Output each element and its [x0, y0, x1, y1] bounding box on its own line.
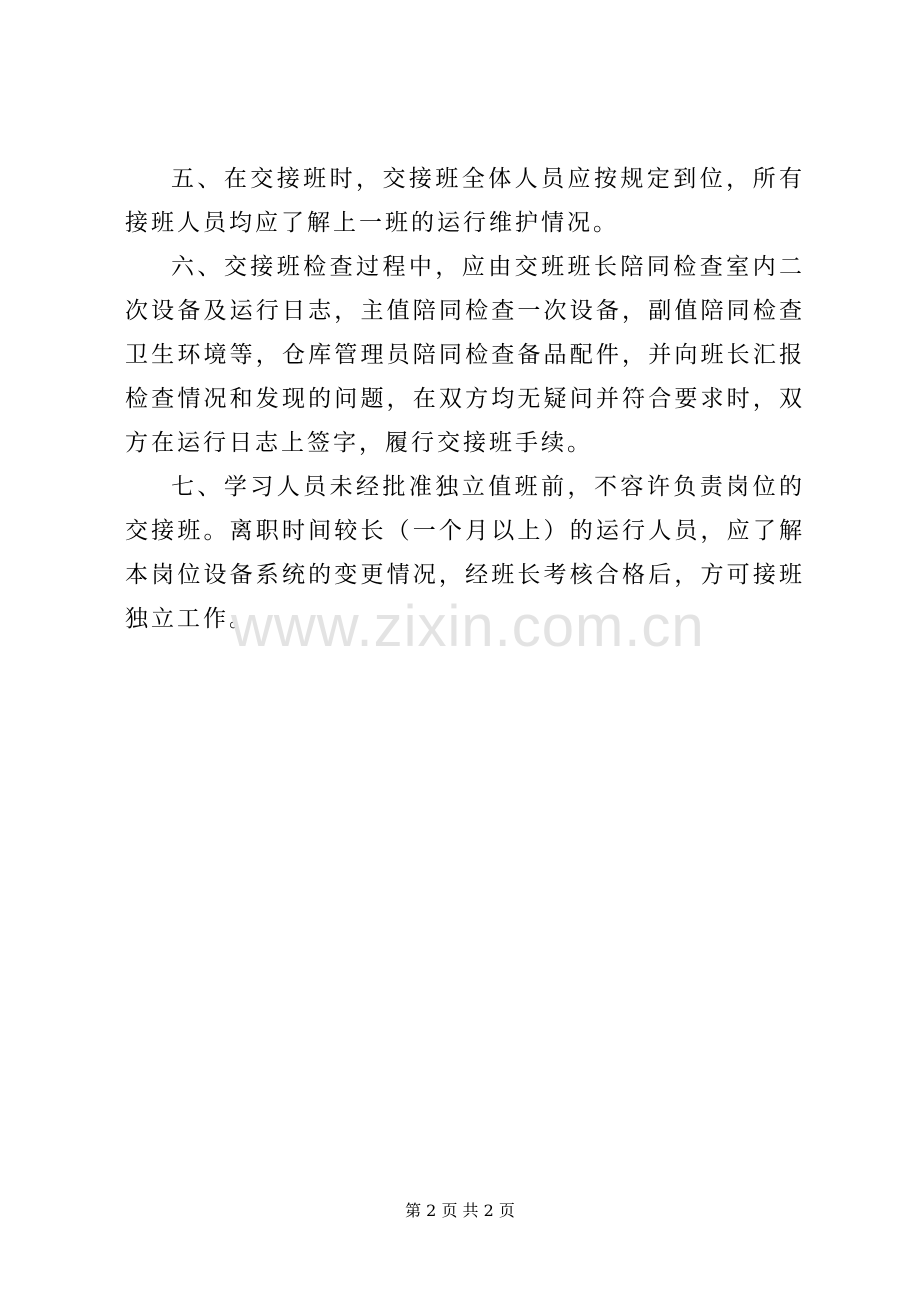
paragraph-section-7: 七、学习人员未经批准独立值班前，不容许负责岗位的交接班。离职时间较长（一个月以上）的运行人员，应了解本岗位设备系统的变更情况，经班长考核合格后，方可接班独立工作。	[125, 474, 805, 632]
site-watermark: www.zixin.com.cn	[231, 594, 705, 659]
paragraph-section-6: 六、交接班检查过程中，应由交班班长陪同检查室内二次设备及运行日志，主值陪同检查一次设备，副值陪同检查卫生环境等，仓库管理员陪同检查备品配件，并向班长汇报检查情况和发现的问题，在双方均无疑问并符合要求时，双方在运行日志上签字，履行交接班手续。	[125, 254, 805, 456]
paragraph-section-5: 五、在交接班时，交接班全体人员应按规定到位，所有接班人员均应了解上一班的运行维护情况。	[125, 166, 805, 236]
document-body	[125, 157, 805, 641]
page-number-footer: 第 2 页 共 2 页	[405, 1201, 515, 1220]
